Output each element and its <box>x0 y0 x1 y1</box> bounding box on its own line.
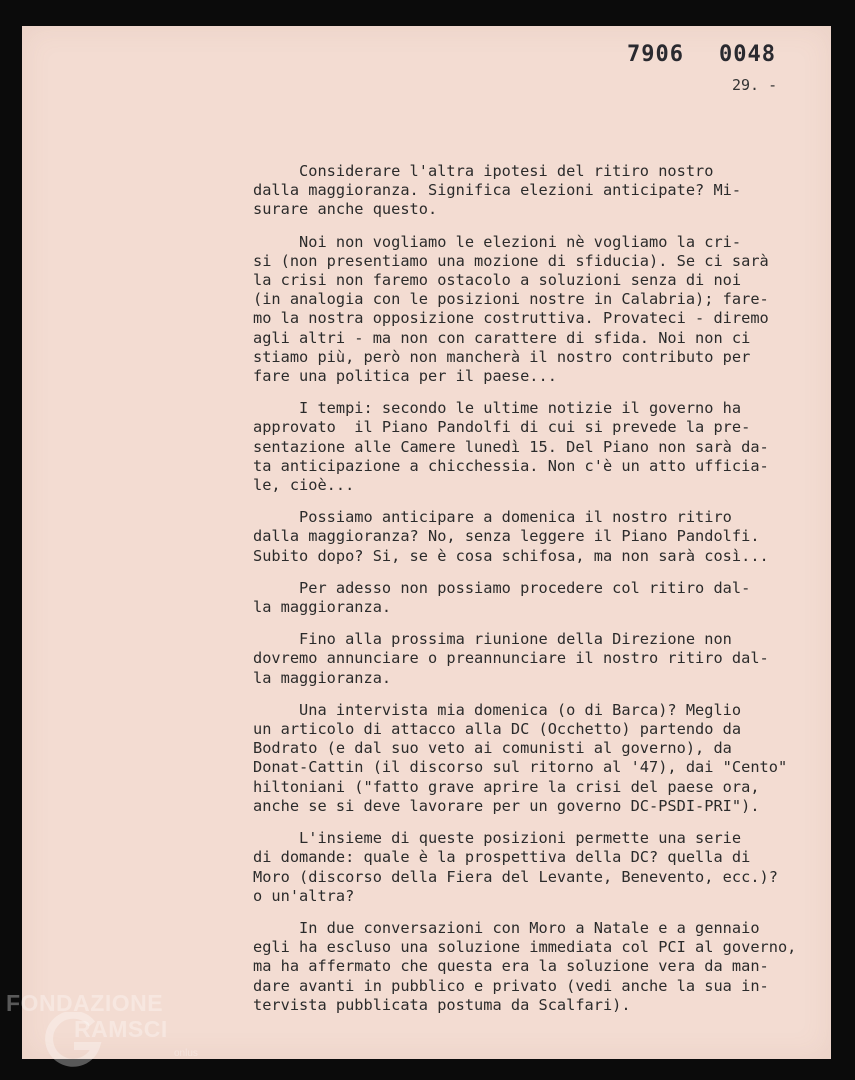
text-line: In due conversazioni con Moro a Natale e a gennaio <box>253 918 760 937</box>
text-line: Donat-Cattin (il discorso sul ritorno al '47), dai "Cento" <box>253 758 788 777</box>
watermark-onlus: onlus <box>174 1048 198 1059</box>
watermark-line1: FONDAZIONE <box>6 990 164 1016</box>
text-line: dovremo annunciare o preannunciare il nostro ritiro dal- <box>253 649 769 668</box>
text-line: si (non presentiamo una mozione di sfiducia). Se ci sarà <box>253 251 769 270</box>
text-line: I tempi: secondo le ultime notizie il governo ha <box>253 399 742 418</box>
text-line: ma ha affermato che questa era la soluzione vera da man- <box>253 957 769 976</box>
archive-number-sequence: 0048 <box>719 42 776 67</box>
text-line: surare anche questo. <box>253 200 438 219</box>
text-line: la maggioranza. <box>253 598 392 617</box>
paragraph <box>253 630 828 688</box>
text-line: sentazione alle Camere lunedì 15. Del Piano non sarà da- <box>253 437 769 456</box>
text-line: di domande: quale è la prospettiva della DC? quella di <box>253 848 751 867</box>
document-page <box>22 26 831 1059</box>
fondazione-gramsci-watermark <box>6 990 206 1070</box>
watermark-line2: RAMSCI <box>74 1016 168 1042</box>
text-line: hiltoniani ("fatto grave aprire la crisi del paese ora, <box>253 777 760 796</box>
text-line: dare avanti in pubblico e privato (vedi anche la sua in- <box>253 976 769 995</box>
text-line: anche se si deve lavorare per un governo DC-PSDI-PRI"). <box>253 796 760 815</box>
text-line: Bodrato (e dal suo veto ai comunisti al governo), da <box>253 739 732 758</box>
text-line: le, cioè... <box>253 476 355 495</box>
text-line: egli ha escluso una soluzione immediata col PCI al governo, <box>253 938 797 957</box>
text-line: o un'altra? <box>253 886 355 905</box>
paragraph <box>253 162 828 220</box>
paragraph <box>253 919 828 1015</box>
text-line: L'insieme di queste posizioni permette una serie <box>253 829 742 848</box>
text-line: dalla maggioranza? No, senza leggere il Piano Pandolfi. <box>253 527 760 546</box>
text-line: Noi non vogliamo le elezioni nè vogliamo la cri- <box>253 232 742 251</box>
document-body <box>253 162 828 1028</box>
text-line: Considerare l'altra ipotesi del ritiro nostro <box>253 162 714 180</box>
text-line: ta anticipazione a chicchessia. Non c'è un atto ufficia- <box>253 456 769 475</box>
text-line: Una intervista mia domenica (o di Barca)? Meglio <box>253 700 742 719</box>
text-line: dalla maggioranza. Significa elezioni anticipate? Mi- <box>253 181 742 200</box>
paragraph <box>253 233 828 387</box>
paragraph <box>253 701 828 816</box>
text-line: un articolo di attacco alla DC (Occhetto) partendo da <box>253 720 742 739</box>
paragraph <box>253 579 828 617</box>
archive-number-prefix: 7906 <box>627 42 684 67</box>
text-line: approvato il Piano Pandolfi di cui si prevede la pre- <box>253 418 751 437</box>
text-line: Subito dopo? Si, se è cosa schifosa, ma non sarà così... <box>253 546 769 565</box>
page-number: 29. - <box>732 76 778 94</box>
paragraph <box>253 508 828 566</box>
text-line: Fino alla prossima riunione della Direzione non <box>253 630 732 649</box>
text-line: mo la nostra opposizione costruttiva. Provateci - diremo <box>253 309 769 328</box>
text-line: stiamo più, però non mancherà il nostro contributo per <box>253 347 751 366</box>
paragraph <box>253 399 828 495</box>
text-line: (in analogia con le posizioni nostre in Calabria); fare- <box>253 290 769 309</box>
text-line: la maggioranza. <box>253 668 392 687</box>
paragraph <box>253 829 828 906</box>
text-line: Moro (discorso della Fiera del Levante, Benevento, ecc.)? <box>253 867 778 886</box>
text-line: tervista pubblicata postuma da Scalfari). <box>253 995 631 1014</box>
text-line: la crisi non faremo ostacolo a soluzioni senza di noi <box>253 271 742 290</box>
text-line: agli altri - ma non con carattere di sfida. Noi non ci <box>253 328 751 347</box>
text-line: Per adesso non possiamo procedere col ritiro dal- <box>253 578 751 597</box>
text-line: fare una politica per il paese... <box>253 367 557 386</box>
text-line: Possiamo anticipare a domenica il nostro ritiro <box>253 508 732 527</box>
